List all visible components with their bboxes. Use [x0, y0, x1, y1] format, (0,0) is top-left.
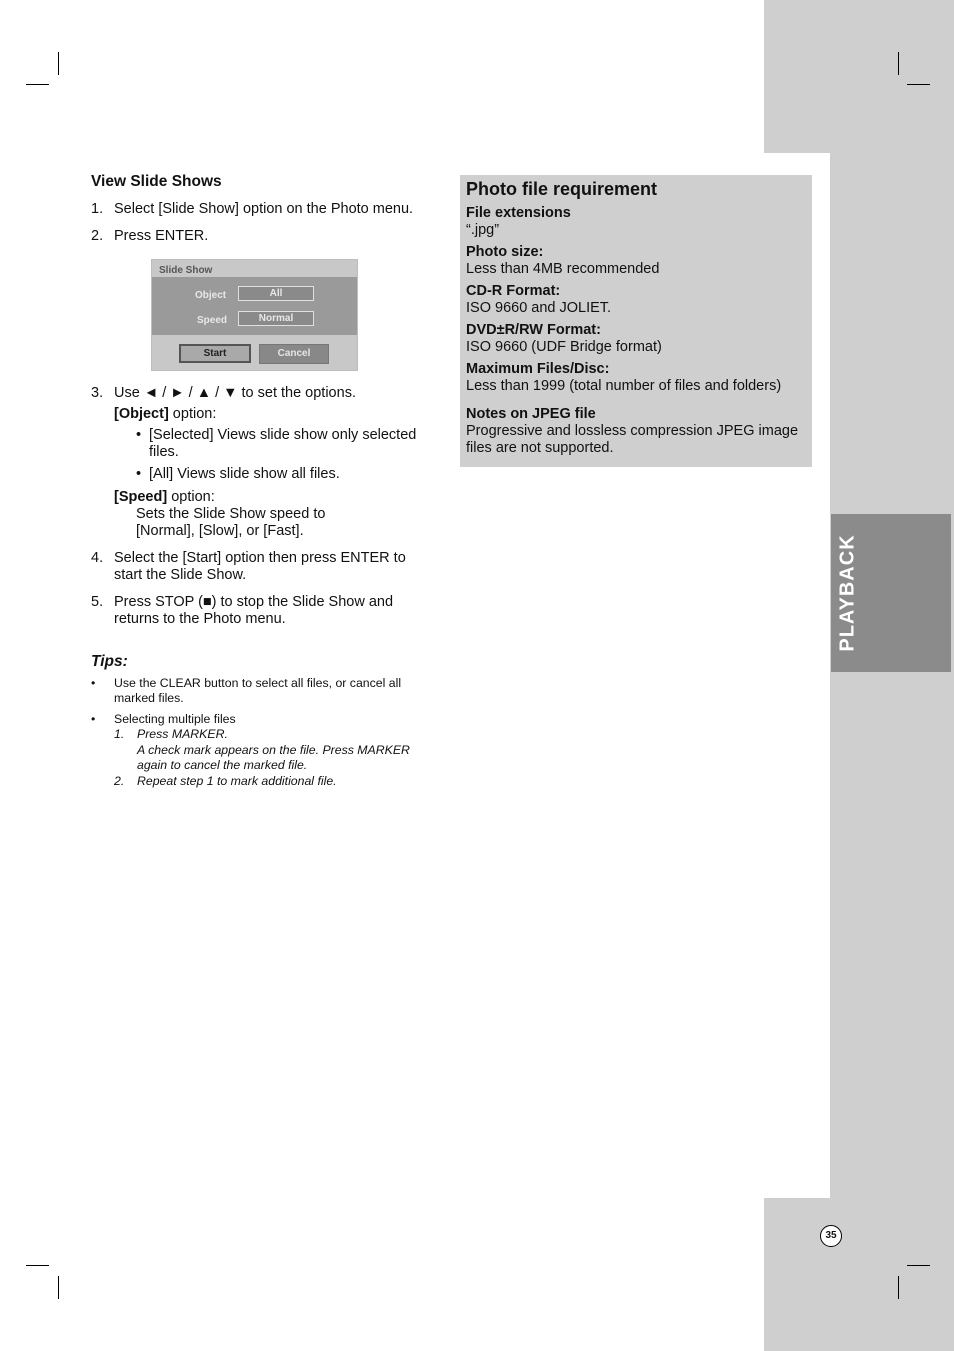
slide-show-screen [151, 259, 358, 371]
req-value: ISO 9660 (UDF Bridge format) [466, 339, 662, 355]
req-value: Progressive and lossless compression JPEG image files are not supported. [466, 423, 799, 456]
crop-mark [26, 1265, 49, 1266]
substep-extra: A check mark appears on the file. Press MARKER again to cancel the marked file. [137, 742, 410, 772]
step-number: 5. [91, 594, 104, 610]
step-4 [91, 550, 431, 584]
step-1 [91, 201, 431, 218]
step-5 [91, 594, 431, 628]
req-label: Maximum Files/Disc: [466, 361, 610, 377]
req-value: Less than 1999 (total number of files and folders) [466, 378, 782, 394]
step-number: 1. [91, 201, 104, 217]
tip-item: • Selecting multiple files [91, 712, 436, 728]
step-number: 2. [91, 228, 104, 244]
crop-mark [58, 52, 59, 75]
req-value: “.jpg” [466, 222, 500, 238]
crop-mark [907, 1265, 930, 1266]
section-title: View Slide Shows [91, 173, 222, 190]
crop-mark [898, 52, 899, 75]
speed-label: Speed [197, 315, 228, 326]
page-number: 35 [820, 1225, 842, 1247]
option-suffix: option: [167, 489, 215, 505]
substep-text: Repeat step 1 to mark additional file. [137, 773, 337, 788]
step-text: Press STOP (■) to stop the Slide Show and returns to the Photo menu. [114, 594, 394, 627]
section-tab-label: PLAYBACK [836, 534, 859, 652]
photo-requirements-box [460, 175, 812, 467]
screen-options-panel [152, 277, 357, 335]
tip-substep-2 [114, 774, 436, 790]
crop-mark [26, 84, 49, 85]
object-bullet: • [All] Views slide show all files. [136, 466, 431, 483]
screen-title: Slide Show [159, 265, 213, 276]
speed-option-label: [Speed] [114, 489, 168, 505]
margin-gray-top [764, 0, 954, 153]
req-label: Notes on JPEG file [466, 406, 596, 422]
step-text: Select [Slide Show] option on the Photo menu. [114, 201, 414, 217]
view-slide-shows-section [91, 170, 431, 638]
step-text: Press ENTER. [114, 228, 209, 244]
req-label: File extensions [466, 205, 571, 221]
start-button[interactable]: Start [179, 344, 251, 363]
substep-text: Press MARKER. [137, 727, 228, 741]
crop-mark [898, 1276, 899, 1299]
req-label: DVD±R/RW Format: [466, 322, 601, 338]
req-value: ISO 9660 and JOLIET. [466, 300, 612, 316]
speed-option [114, 489, 431, 506]
tip-item: • Use the CLEAR button to select all files, or cancel all marked files. [91, 676, 436, 707]
tips-section [91, 654, 436, 789]
step-text: Use ◄ / ► / ▲ / ▼ to set the options. [114, 385, 356, 401]
option-suffix: option: [168, 406, 217, 422]
speed-option-desc: Sets the Slide Show speed to [Normal], [Slow], or [Fast]. [136, 506, 326, 539]
object-option [114, 406, 431, 423]
step-number: 4. [91, 550, 104, 566]
crop-mark [907, 84, 930, 85]
step-number: 3. [91, 385, 104, 401]
step-3 [91, 385, 431, 540]
crop-mark [58, 1276, 59, 1299]
object-option-label: [Object] [114, 406, 169, 422]
substep-number: 2. [114, 773, 125, 788]
speed-field[interactable]: Normal [238, 311, 314, 326]
margin-gray-strip [830, 153, 954, 1198]
step-2 [91, 228, 431, 245]
object-bullet: • [Selected] Views slide show only selected files. [136, 427, 431, 461]
object-field[interactable]: All [238, 286, 314, 301]
object-label: Object [195, 290, 227, 301]
requirements-title: Photo file requirement [466, 179, 658, 199]
req-value: Less than 4MB recommended [466, 261, 660, 277]
cancel-button[interactable]: Cancel [259, 344, 329, 364]
margin-gray-bottom [764, 1198, 954, 1351]
step-text: Select the [Start] option then press ENTER to start the Slide Show. [114, 550, 406, 583]
req-label: CD-R Format: [466, 283, 561, 299]
req-label: Photo size: [466, 244, 544, 260]
tip-substep-1 [114, 727, 436, 774]
tips-title: Tips: [91, 653, 128, 670]
tip-substeps [91, 727, 436, 789]
substep-number: 1. [114, 727, 125, 741]
